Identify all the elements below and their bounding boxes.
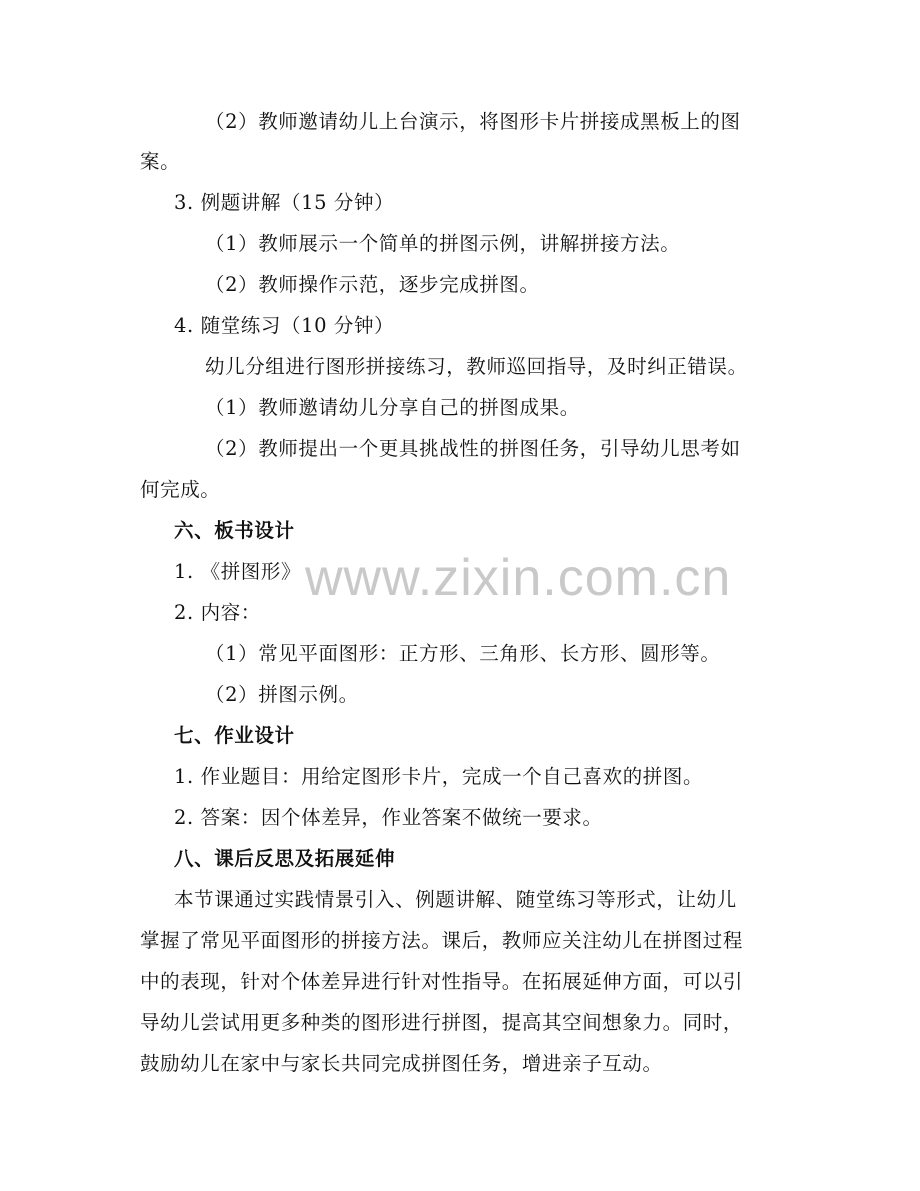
- text-line: 幼儿分组进行图形拼接练习，教师巡回指导，及时纠正错误。: [205, 355, 748, 378]
- list-item: 2. 内容：: [174, 601, 261, 624]
- text-line: 何完成。: [140, 478, 221, 501]
- text-line: （2）教师操作示范，逐步完成拼图。: [205, 273, 540, 296]
- paragraph-line: 鼓励幼儿在家中与家长共同完成拼图任务，增进亲子互动。: [140, 1052, 663, 1075]
- paragraph-line: 掌握了常见平面图形的拼接方法。课后，教师应关注幼儿在拼图过程: [140, 929, 744, 952]
- paragraph-line: 导幼儿尝试用更多种类的图形进行拼图，提高其空间想象力。同时，: [140, 1011, 744, 1034]
- section-heading: 七、作业设计: [174, 724, 295, 747]
- watermark: www.zixin.com.cn: [305, 549, 732, 607]
- list-item: 1. 作业题目：用给定图形卡片，完成一个自己喜欢的拼图。: [174, 765, 704, 788]
- text-line: （2）教师提出一个更具挑战性的拼图任务，引导幼儿思考如: [205, 437, 741, 460]
- section-heading: 六、板书设计: [174, 519, 295, 542]
- text-line: （1）教师展示一个简单的拼图示例，讲解拼接方法。: [205, 232, 681, 255]
- list-item-4: 4. 随堂练习（10 分钟）: [174, 314, 395, 337]
- paragraph-line: 中的表现，针对个体差异进行针对性指导。在拓展延伸方面，可以引: [140, 970, 744, 993]
- section-heading: 八、课后反思及拓展延伸: [174, 847, 396, 870]
- text-line: （1）常见平面图形：正方形、三角形、长方形、圆形等。: [205, 642, 721, 665]
- list-item: 1. 《拼图形》: [174, 560, 302, 583]
- paragraph-line: 本节课通过实践情景引入、例题讲解、随堂练习等形式，让幼儿: [174, 888, 737, 911]
- text-line: 案。: [140, 150, 181, 173]
- list-item-3: 3. 例题讲解（15 分钟）: [174, 191, 395, 214]
- text-line: （2）教师邀请幼儿上台演示，将图形卡片拼接成黑板上的图: [205, 110, 741, 133]
- text-line: （2）拼图示例。: [205, 683, 359, 706]
- list-item: 2. 答案：因个体差异，作业答案不做统一要求。: [174, 806, 603, 829]
- text-line: （1）教师邀请幼儿分享自己的拼图成果。: [205, 396, 580, 419]
